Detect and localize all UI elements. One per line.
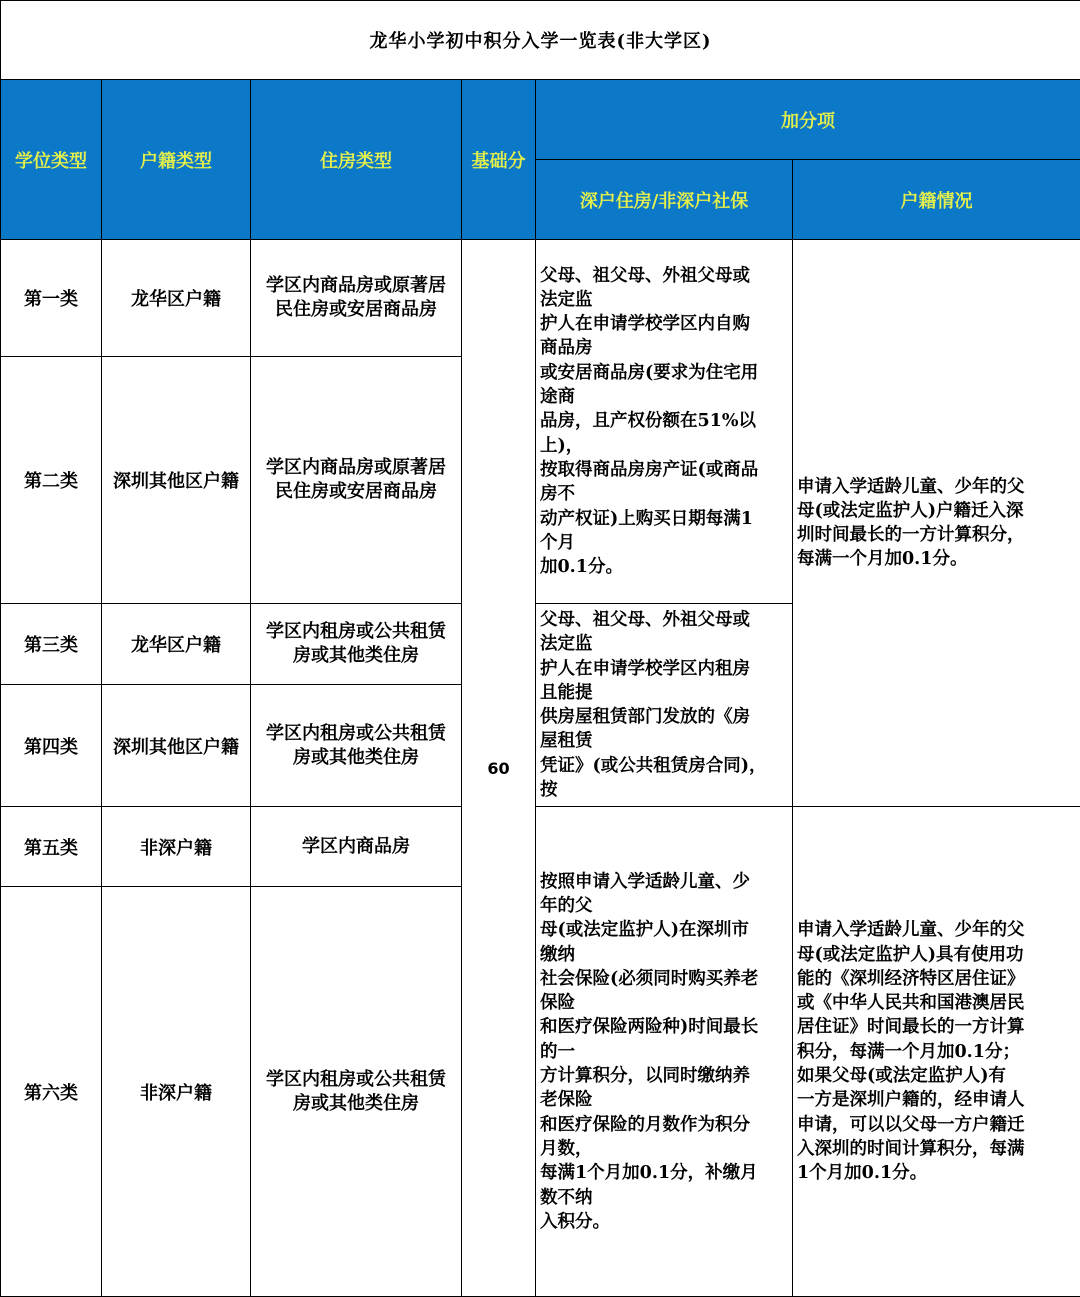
hukou-cell: 非深户籍 [102, 807, 251, 887]
hukou-cell: 龙华区户籍 [102, 604, 251, 685]
category-cell: 第四类 [1, 685, 102, 807]
category-cell: 第六类 [1, 887, 102, 1297]
housing-cell: 学区内商品房或原著居民住房或安居商品房 [251, 240, 462, 357]
table-row [1, 807, 1080, 887]
housing-cell: 学区内商品房 [251, 807, 462, 887]
header-hukou-type: 户籍类型 [102, 80, 251, 240]
sz-hukou-bonus-note: 申请入学适龄儿童、少年的父 母(或法定监护人)户籍迁入深 圳时间最长的一方计算积分， 每满一个月加0.1分。 [793, 240, 1080, 807]
header-bonus: 加分项 [536, 80, 1080, 160]
hukou-cell: 深圳其他区户籍 [102, 685, 251, 807]
header-degree-type: 学位类型 [1, 80, 102, 240]
housing-cell: 学区内租房或公共租赁房或其他类住房 [251, 887, 462, 1297]
table-row [1, 240, 1080, 357]
table-title: 龙华小学初中积分入学一览表(非大学区) [1, 1, 1080, 80]
header-bonus-housing: 深户住房/非深户社保 [536, 160, 793, 240]
header-base-score: 基础分 [462, 80, 536, 240]
hukou-cell: 非深户籍 [102, 887, 251, 1297]
hukou-cell: 龙华区户籍 [102, 240, 251, 357]
housing-cell: 学区内租房或公共租赁房或其他类住房 [251, 604, 462, 685]
housing-cell: 学区内商品房或原著居民住房或安居商品房 [251, 357, 462, 604]
category-cell: 第三类 [1, 604, 102, 685]
category-cell: 第一类 [1, 240, 102, 357]
social-security-bonus-note: 按照申请入学适龄儿童、少 年的父 母(或法定监护人)在深圳市 缴纳 社会保险(必须同时购买养老 保险 和医疗保险两险种)时间最长 的一 方计算积分，以同时缴纳养 老保险 和医疗保险的月数作为积分 月数， 每满1个月加0.1分，补缴月 数不纳 入积分。 [536, 807, 793, 1297]
housing-cell: 学区内租房或公共租赁房或其他类住房 [251, 685, 462, 807]
base-score-cell: 60 [462, 240, 536, 1297]
purchase-bonus-note: 父母、祖父母、外祖父母或 法定监 护人在申请学校学区内自购 商品房 或安居商品房(要求为住宅用 途商 品房，且产权份额在51%以 上)， 按取得商品房房产证(或商品 房不 动产权证)上购买日期每满1 个月 加0.1分。 [536, 240, 793, 604]
category-cell: 第五类 [1, 807, 102, 887]
category-cell: 第二类 [1, 357, 102, 604]
hukou-cell: 深圳其他区户籍 [102, 357, 251, 604]
header-housing-type: 住房类型 [251, 80, 462, 240]
rent-bonus-note: 父母、祖父母、外祖父母或 法定监 护人在申请学校学区内租房 且能提 供房屋租赁部门发放的《房 屋租赁 凭证》(或公共租赁房合同)， 按 [536, 604, 793, 807]
residence-permit-bonus-note: 申请入学适龄儿童、少年的父 母(或法定监护人)具有使用功 能的《深圳经济特区居住证》 或《中华人民共和国港澳居民 居住证》时间最长的一方计算 积分，每满一个月加0.1分； 如果父母(或法定监护人)有 一方是深圳户籍的，经申请人 申请，可以以父母一方户籍迁 入深圳的时间计算积分，每满 1个月加0.1分。 [793, 807, 1080, 1297]
header-bonus-hukou: 户籍情况 [793, 160, 1080, 240]
